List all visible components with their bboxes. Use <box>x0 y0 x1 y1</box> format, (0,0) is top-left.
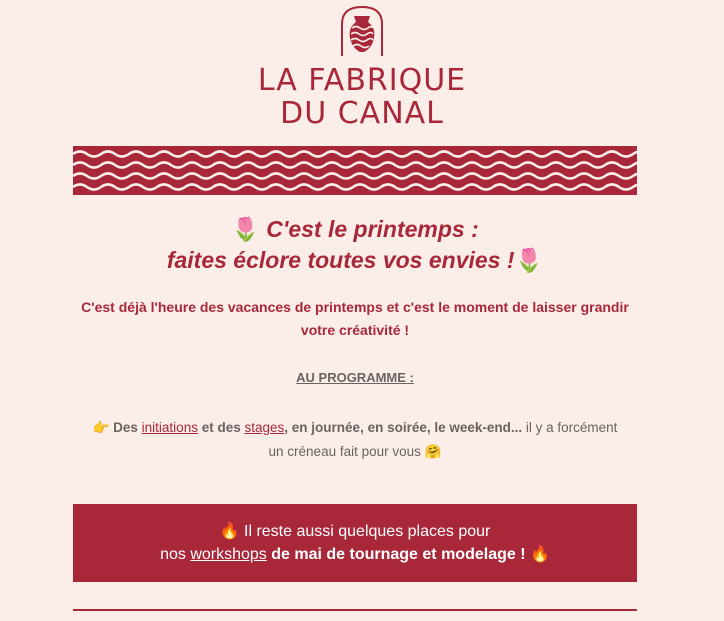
headline-line-2 <box>73 245 637 276</box>
program-line-2-text: un créneau fait pour vous <box>268 444 421 459</box>
brand-title <box>0 64 724 130</box>
headline <box>73 214 637 276</box>
brand-line-2: DU CANAL <box>280 96 444 131</box>
workshops-link[interactable]: workshops <box>190 546 267 563</box>
program-title: AU PROGRAMME : <box>296 370 414 385</box>
intro-paragraph <box>73 296 637 342</box>
headline-text-2: faites éclore toutes vos envies ! <box>166 247 515 273</box>
banner-nos: nos <box>160 546 191 563</box>
pointing-hand-icon: 👉 <box>92 420 110 435</box>
banner-line-2 <box>73 543 637 566</box>
program-schedule: , en journée, en soirée, le week-end... <box>284 420 523 435</box>
tulip-icon: 🌷 <box>514 247 544 273</box>
stages-link[interactable]: stages <box>244 420 285 435</box>
program-et-des: et des <box>201 420 241 435</box>
program-des: Des <box>113 420 138 435</box>
tulip-icon: 🌷 <box>231 216 260 242</box>
banner-text-1: Il reste aussi quelques places pour <box>239 523 491 540</box>
vase-logo-icon <box>334 4 390 56</box>
headline-text-1: C'est le printemps : <box>266 216 479 242</box>
hugging-face-icon: 🤗 <box>424 444 442 459</box>
initiations-link[interactable]: initiations <box>141 420 198 435</box>
intro-line-2: votre créativité ! <box>300 322 410 338</box>
program-paragraph <box>73 416 637 464</box>
program-line-2 <box>73 440 637 464</box>
banner-bold: de mai de tournage et modelage ! <box>266 546 530 563</box>
banner-line-1 <box>73 520 637 543</box>
fire-icon: 🔥 <box>529 546 550 563</box>
program-tail: il y a forcément <box>522 420 618 435</box>
section-divider <box>73 609 637 611</box>
intro-line-1: C'est déjà l'heure des vacances de printemps et c'est le moment de laisser grandir <box>81 299 629 315</box>
workshop-banner <box>73 504 637 582</box>
fire-icon: 🔥 <box>219 523 240 540</box>
wave-pattern-banner <box>73 146 637 195</box>
banner-content <box>73 520 637 566</box>
brand-line-1: LA FABRIQUE <box>257 63 467 98</box>
headline-line-1 <box>73 214 637 245</box>
program-line-1 <box>73 416 637 440</box>
